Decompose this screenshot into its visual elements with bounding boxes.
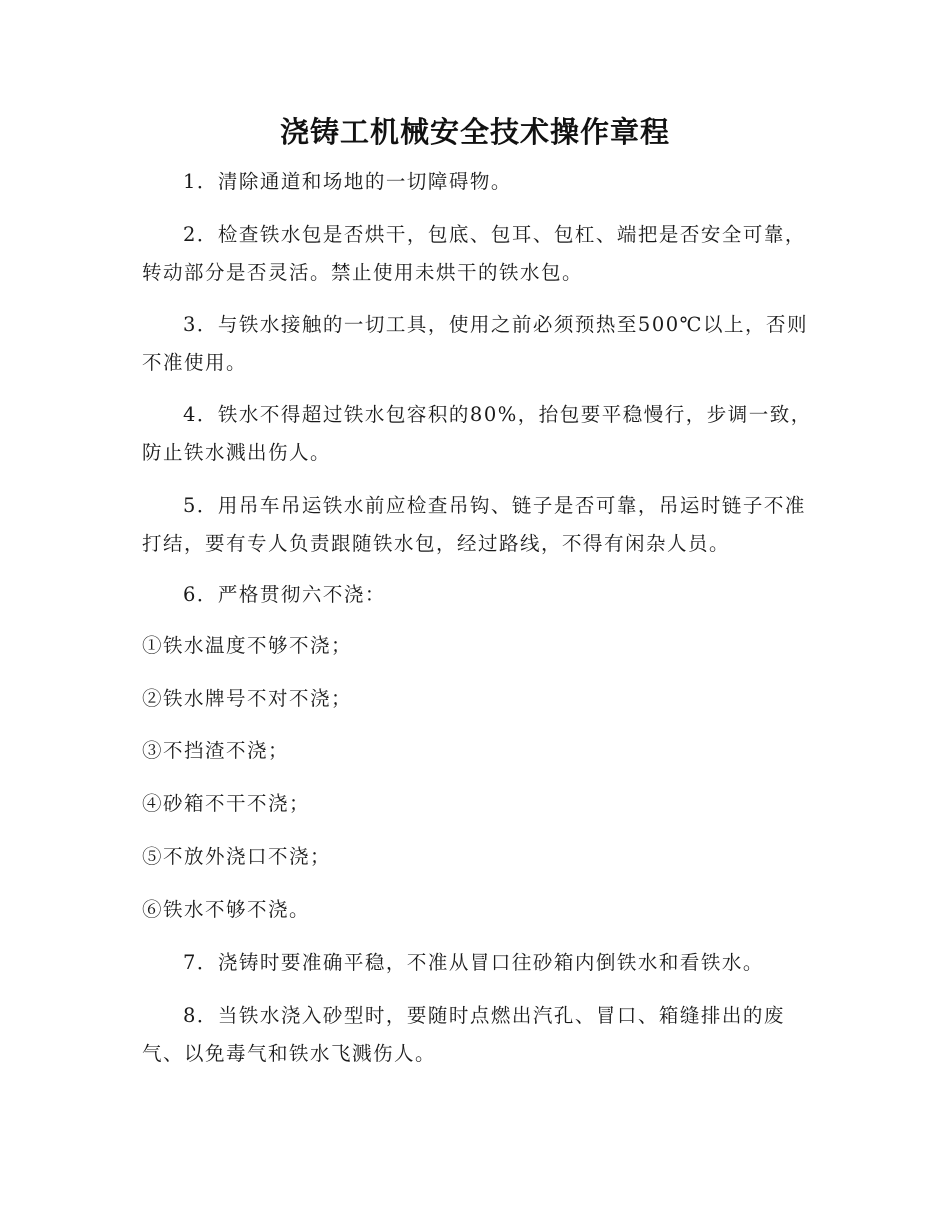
- rule-item-6: ⑥铁水不够不浇。: [142, 898, 311, 921]
- rule-item-3: ③不挡渣不浇；: [142, 739, 290, 762]
- paragraph-5: 5．用吊车吊运铁水前应检查吊钩、链子是否可靠，吊运时链子不准打结，要有专人负责跟随铁水包，经过路线，不得有闲杂人员。: [142, 494, 806, 555]
- paragraph-1: 1．清除通道和场地的一切障碍物。: [183, 170, 512, 193]
- paragraph-6: 6．严格贯彻六不浇：: [183, 583, 386, 606]
- rule-item-5: ⑤不放外浇口不浇；: [142, 845, 332, 868]
- paragraph-4: 4．铁水不得超过铁水包容积的80%，抬包要平稳慢行，步调一致，防止铁水溅出伤人。: [142, 403, 812, 464]
- paragraph-3: 3．与铁水接触的一切工具，使用之前必须预热至500℃以上，否则不准使用。: [142, 313, 808, 374]
- paragraph-8: 8．当铁水浇入砂型时，要随时点燃出汽孔、冒口、箱缝排出的废气、以免毒气和铁水飞溅伤人。: [142, 1004, 785, 1065]
- paragraph-7: 7．浇铸时要准确平稳，不准从冒口往砂箱内倒铁水和看铁水。: [183, 951, 764, 974]
- rule-item-1: ①铁水温度不够不浇；: [142, 634, 353, 657]
- document-title: 浇铸工机械安全技术操作章程: [279, 115, 670, 149]
- rule-item-4: ④砂箱不干不浇；: [142, 792, 311, 815]
- rule-item-2: ②铁水牌号不对不浇；: [142, 687, 353, 710]
- paragraph-2: 2．检查铁水包是否烘干，包底、包耳、包杠、端把是否安全可靠，转动部分是否灵活。禁止使用未烘干的铁水包。: [142, 223, 806, 284]
